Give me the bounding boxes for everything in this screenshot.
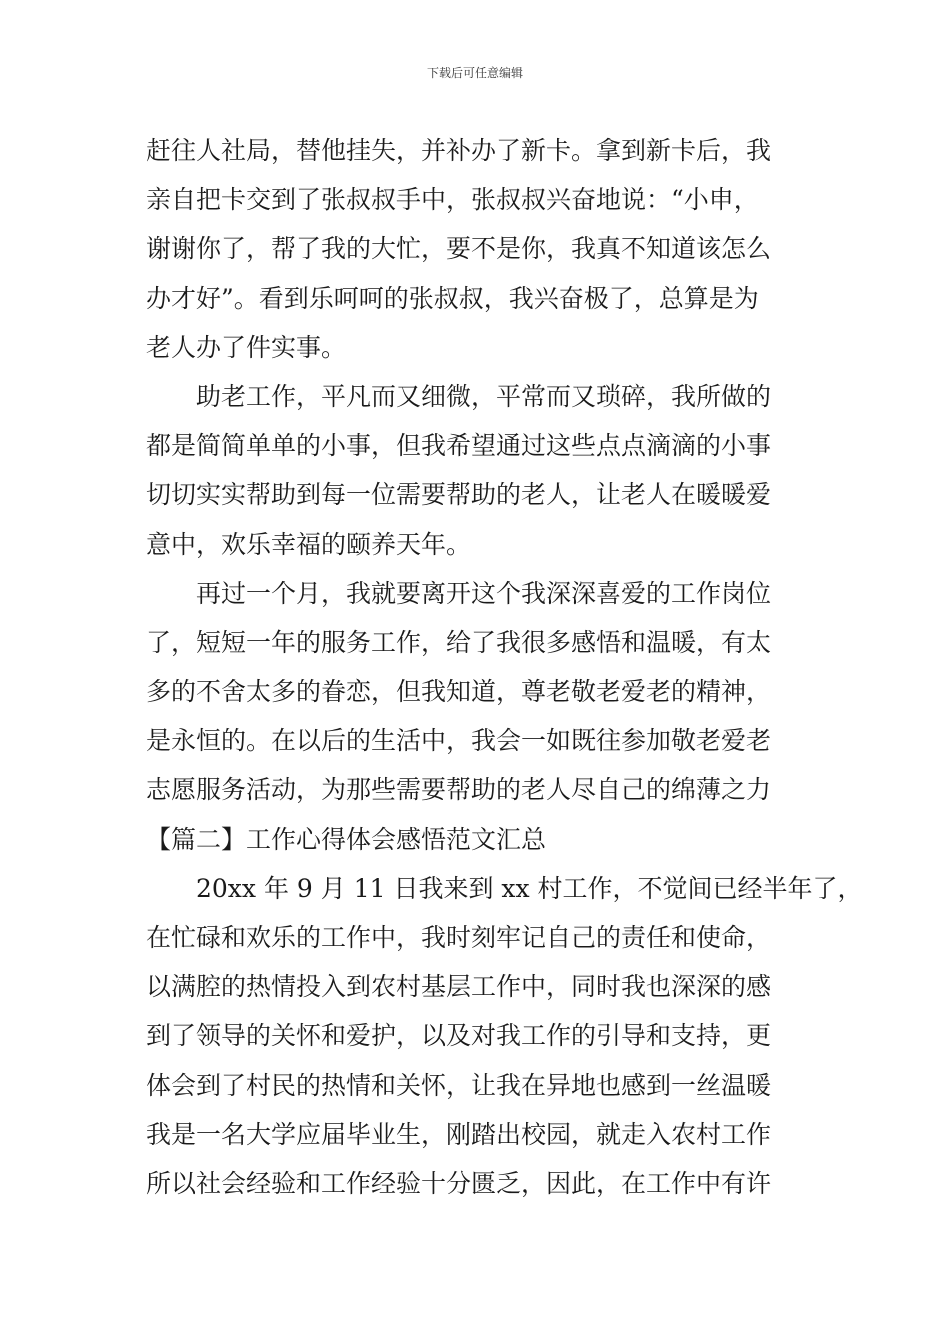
text-line: 办才好”。看到乐呵呵的张叔叔，我兴奋极了，总算是为 xyxy=(146,283,759,313)
text-line: 切切实实帮助到每一位需要帮助的老人，让老人在暖暖爱 xyxy=(146,480,772,510)
text-line: 了，短短一年的服务工作，给了我很多感悟和温暖，有太 xyxy=(146,627,772,657)
text-line: 我是一名大学应届毕业生，刚踏出校园，就走入农村工作 xyxy=(146,1119,772,1149)
text-line: 亲自把卡交到了张叔叔手中，张叔叔兴奋地说：“小申， xyxy=(146,185,759,215)
text-line: 是永恒的。在以后的生活中，我会一如既往参加敬老爱老 xyxy=(146,726,772,756)
text-line: 体会到了村民的热情和关怀，让我在异地也感到一丝温暖 xyxy=(146,1070,772,1100)
text-line: 到了领导的关怀和爱护，以及对我工作的引导和支持，更 xyxy=(146,1021,772,1051)
text-line: 赶往人社局，替他挂失，并补办了新卡。拿到新卡后，我 xyxy=(146,136,772,165)
text-line: 在忙碌和欢乐的工作中，我时刻牢记自己的责任和使命， xyxy=(146,923,772,952)
text-line: 谢谢你了，帮了我的大忙，要不是你，我真不知道该怎么 xyxy=(146,234,772,264)
text-line: 志愿服务活动，为那些需要帮助的老人尽自己的绵薄之力 xyxy=(146,775,772,805)
paragraph-start-line: 助老工作，平凡而又细微，平常而又琐碎，我所做的 xyxy=(196,381,772,411)
text-line: 老人办了件实事。 xyxy=(146,332,347,362)
text-line: 以满腔的热情投入到农村基层工作中，同时我也深深的感 xyxy=(146,972,772,1002)
text-line: 意中，欢乐幸福的颐养天年。 xyxy=(146,529,472,559)
document-body xyxy=(146,126,863,1208)
section-heading: 【篇二】工作心得体会感悟范文汇总 xyxy=(146,824,547,854)
text-line: 所以社会经验和工作经验十分匮乏，因此，在工作中有许 xyxy=(146,1168,772,1198)
text-line: 都是简简单单的小事，但我希望通过这些点点滴滴的小事 xyxy=(146,431,772,461)
paragraph-start-line: 再过一个月，我就要离开这个我深深喜爱的工作岗位 xyxy=(196,578,772,608)
text-line: 多的不舍太多的眷恋，但我知道，尊老敬老爱老的精神， xyxy=(146,677,772,707)
page-header: 下载后可任意编辑 xyxy=(426,66,523,80)
paragraph-start-line: 20xx 年 9 月 11 日我来到 xx 村工作，不觉间已经半年了， xyxy=(196,873,863,903)
